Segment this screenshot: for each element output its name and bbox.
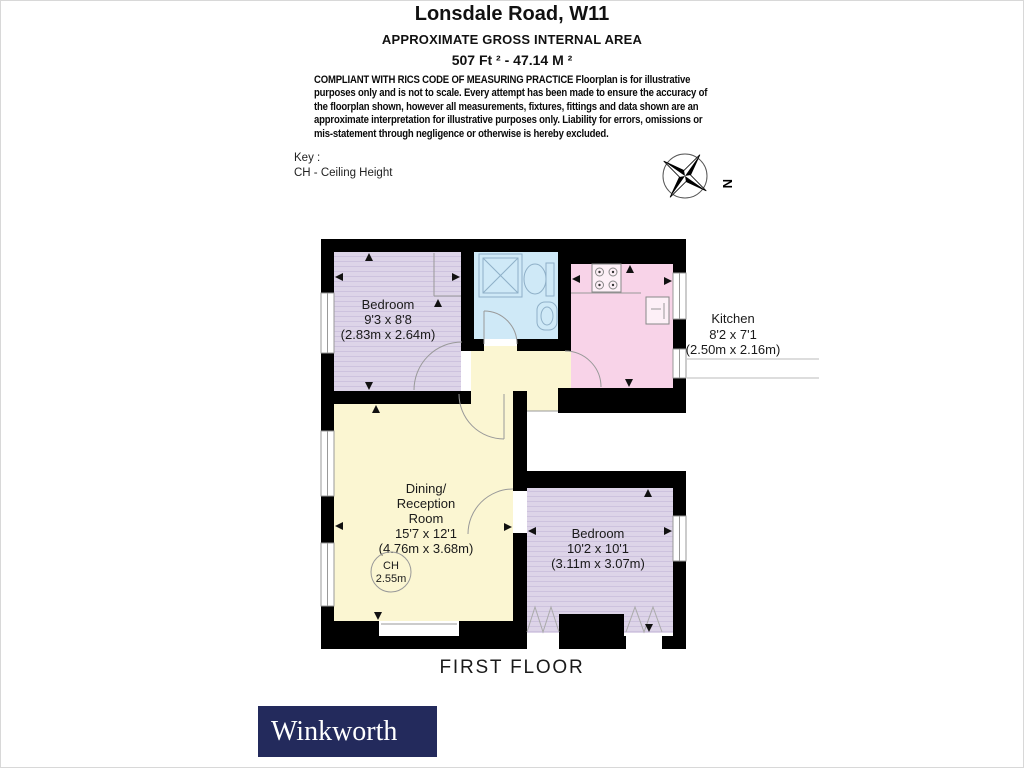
key-label: Key :	[294, 152, 321, 164]
dining-name-line3: Room	[408, 511, 444, 526]
appliance-icon	[646, 297, 669, 324]
kitchen-floor	[571, 264, 673, 388]
kitchen-metric: (2.50m x 2.16m)	[685, 342, 781, 357]
bay-window-right-gap	[626, 634, 662, 649]
disclaimer-line: mis-statement through negligence or otherwise is hereby excluded.	[314, 127, 609, 140]
bedroom1-name: Bedroom	[361, 297, 415, 312]
title-block	[1, 1, 1023, 68]
key-legend	[294, 151, 392, 180]
ceiling-height-label: CH	[383, 560, 399, 572]
winkworth-logo	[258, 706, 437, 757]
dining-name-line2: Reception	[396, 496, 456, 511]
disclaimer-line: COMPLIANT WITH RICS CODE OF MEASURING PRACTICE Floorplan is for illustrative	[314, 74, 691, 86]
disclaimer-line: approximate interpretation for illustrative purposes only. Liability for errors, omissions or	[314, 114, 703, 127]
dining-imperial: 15'7 x 12'1	[394, 526, 458, 541]
compass-north-label: N	[720, 179, 735, 189]
north-compass-icon	[653, 145, 737, 211]
gross-internal-area: 507 Ft ² - 47.14 M ²	[451, 52, 573, 68]
page-title: Lonsdale Road, W11	[414, 3, 610, 25]
kitchen-name: Kitchen	[711, 311, 755, 326]
bathroom-floor	[474, 252, 558, 339]
disclaimer-text	[314, 74, 728, 141]
dining-name-line1: Dining/	[405, 481, 447, 496]
bedroom2-name: Bedroom	[571, 526, 625, 541]
hallway-floor	[471, 346, 571, 388]
bedroom2-metric: (3.11m x 3.07m)	[551, 556, 645, 571]
disclaimer-line: the floorplan shown, however all measurements, fixtures, fittings and data shown are an	[314, 100, 699, 113]
subtitle: APPROXIMATE GROSS INTERNAL AREA	[381, 32, 643, 47]
floor-label: FIRST FLOOR	[439, 657, 585, 678]
disclaimer-line: purposes only and is not to scale. Every attempt has been made to ensure the accuracy of	[314, 87, 708, 100]
winkworth-logo-text: Winkworth	[271, 716, 398, 747]
ceiling-height-value: 2.55m	[375, 573, 407, 585]
floorplan-drawing	[316, 234, 826, 654]
kitchen-imperial: 8'2 x 7'1	[709, 327, 757, 342]
key-item-ceiling-height: CH - Ceiling Height	[294, 166, 393, 179]
bedroom1-imperial: 9'3 x 8'8	[364, 312, 412, 327]
bay-window-left-gap	[527, 634, 559, 649]
bedroom2-imperial: 10'2 x 10'1	[566, 541, 630, 556]
dining-metric: (4.76m x 3.68m)	[378, 541, 474, 556]
bedroom1-metric: (2.83m x 2.64m)	[340, 327, 436, 342]
